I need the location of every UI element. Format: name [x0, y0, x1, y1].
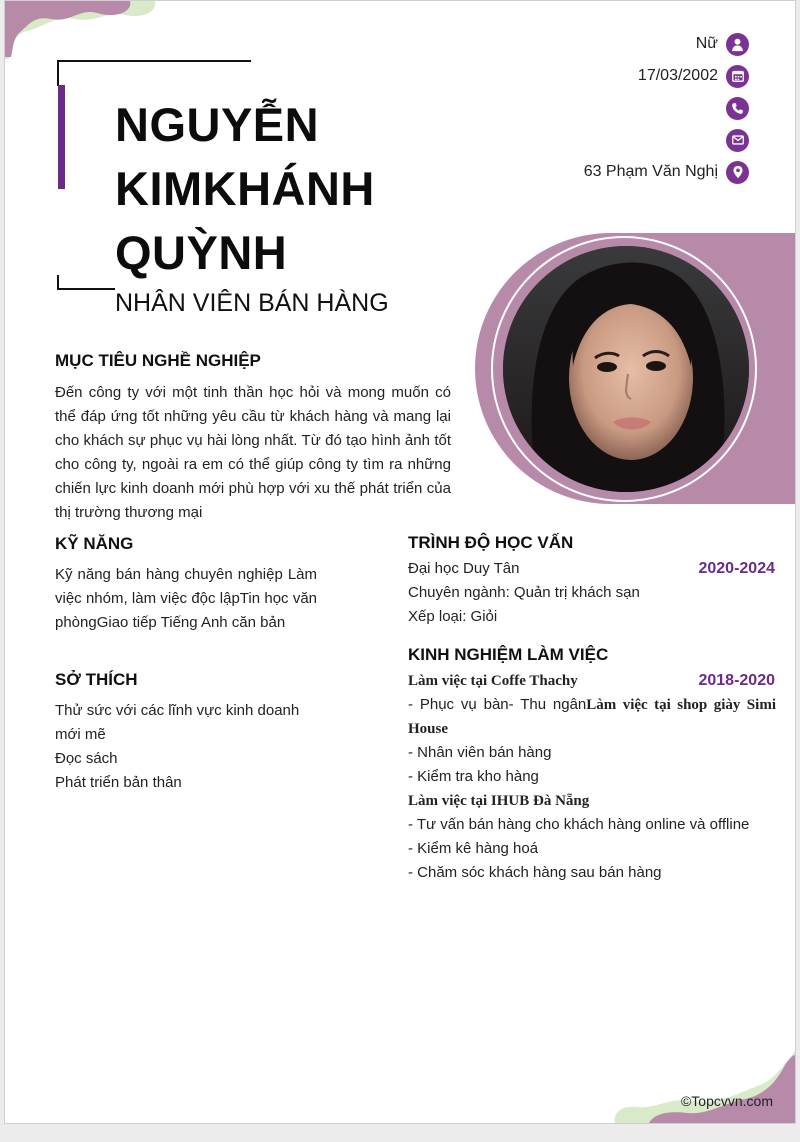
education-major: Chuyên ngành: Quản trị khách sạn: [408, 584, 640, 601]
job-duty: - Kiểm kê hàng hoá: [408, 840, 539, 857]
job-duties-2: [408, 741, 551, 789]
job-duty: - Tư vấn bán hàng cho khách hàng online và offline: [408, 816, 750, 833]
contact-phone: [718, 96, 749, 120]
hobbies-list: [55, 699, 325, 795]
hobby-item: Đọc sách: [55, 750, 118, 767]
name-line: QUỲNH: [115, 226, 288, 279]
mail-icon: [726, 129, 749, 152]
job-years-1: 2018-2020: [698, 672, 775, 689]
job-duty: - Kiểm tra kho hàng: [408, 768, 539, 785]
profile-photo: [503, 246, 749, 492]
job-title: NHÂN VIÊN BÁN HÀNG: [115, 289, 389, 317]
skills-title: KỸ NĂNG: [55, 534, 134, 553]
job-description-1: [408, 693, 776, 741]
job-title-3: Làm việc tại IHUB Đà Nẵng: [408, 793, 590, 809]
location-icon: [726, 161, 749, 184]
address-text: 63 Phạm Văn Nghị: [583, 163, 718, 180]
phone-icon: [726, 97, 749, 120]
experience-title: KINH NGHIỆM LÀM VIỆC: [408, 645, 609, 664]
hobbies-title: SỞ THÍCH: [55, 670, 138, 689]
job-duty-1: - Phục vụ bàn- Thu ngân: [408, 696, 587, 713]
name-frame-bottom-line: [57, 288, 115, 290]
objective-text: Đến công ty với một tinh thần học hỏi và mong muốn có thể đáp ứng tốt những yêu cầu từ khách hàng và mang lại cho khách sự phục vụ hài lòng nhất. Từ đó tạo hình ảnh tốt cho công ty, ngoài ra em có thể giúp công ty tìm ra những chiến lực kinh doanh mới phù hợp với xu thế phát triển của thị trường thương mại: [55, 384, 451, 521]
user-icon: [726, 33, 749, 56]
contact-birthday: [638, 64, 749, 88]
job-title-1: Làm việc tại Coffe Thachy: [408, 673, 578, 689]
education-school: Đại học Duy Tân: [408, 560, 520, 577]
job-duties-3: [408, 813, 749, 885]
job-duty: - Nhân viên bán hàng: [408, 744, 552, 761]
birthday-text: 17/03/2002: [637, 67, 718, 84]
contact-address: [584, 160, 749, 184]
name-line: NGUYỄN: [115, 98, 320, 151]
cv-page: [4, 0, 796, 1124]
name-frame-left-line-bottom: [57, 275, 59, 289]
footer-credit[interactable]: ©Topcvvn.com: [680, 1093, 773, 1109]
job-title-2: Làm việc tại shop giày Simi House: [408, 697, 776, 737]
contact-email: [718, 128, 749, 152]
education-title: TRÌNH ĐỘ HỌC VẤN: [408, 533, 574, 552]
calendar-icon: [726, 65, 749, 88]
full-name: [115, 93, 435, 285]
hobby-item: Thử sức với các lĩnh vực kinh doanh mới mẽ: [55, 702, 300, 743]
education-grade: Xếp loại: Giỏi: [408, 608, 498, 625]
gender-text: Nữ: [695, 35, 718, 52]
top-corner-decoration: [5, 1, 165, 61]
name-accent-bar: [58, 85, 65, 189]
job-duty: - Chăm sóc khách hàng sau bán hàng: [408, 864, 662, 881]
objective-title: MỤC TIÊU NGHỀ NGHIỆP: [55, 351, 261, 370]
bottom-corner-decoration: [605, 1051, 795, 1123]
name-frame-left-line: [57, 60, 59, 86]
contact-gender: [696, 32, 749, 56]
education-years: 2020-2024: [698, 560, 775, 577]
skills-text: Kỹ năng bán hàng chuyên nghiệp Làm việc nhóm, làm việc độc lậpTin học văn phòngGiao tiếp Tiếng Anh căn bản: [55, 566, 317, 631]
name-line: KIMKHÁNH: [115, 162, 375, 215]
hobby-item: Phát triển bản thân: [55, 774, 182, 791]
name-frame-top-line: [57, 60, 251, 62]
